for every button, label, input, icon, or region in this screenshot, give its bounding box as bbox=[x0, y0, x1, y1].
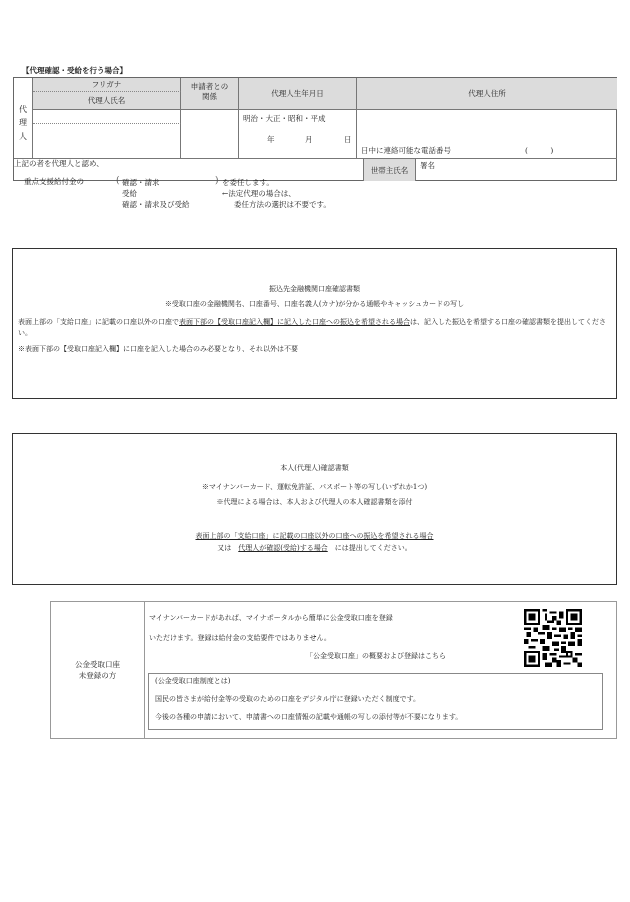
relation-header bbox=[181, 78, 239, 110]
relation-header-line2: 関係 bbox=[202, 92, 217, 101]
bank-docs-title: 振込先金融機関口座確認書類 bbox=[269, 285, 360, 293]
option-confirm-claim[interactable]: 確認・請求 bbox=[122, 178, 160, 187]
birthdate-header: 代理人生年月日 bbox=[239, 78, 357, 110]
delegation-text bbox=[222, 177, 331, 210]
household-head-label: 世帯主氏名 bbox=[363, 159, 416, 181]
para1-underlined: 表面下部の【受取口座記入欄】に記入した口座への振込を希望される場合 bbox=[179, 318, 410, 326]
bank-docs-note2: ※表面下部の【受取口座記入欄】に口座を記入した場合のみ必要となり、それ以外は不要 bbox=[18, 345, 298, 353]
identity-condition1 bbox=[13, 532, 616, 540]
benefit-label: 重点支援給付金の bbox=[24, 177, 84, 186]
birthdate-input[interactable] bbox=[239, 110, 357, 159]
para1-post: は、記入した振込を希望する口座の確認書類を提出してください。 bbox=[18, 318, 606, 337]
options-list bbox=[122, 177, 190, 210]
year-label: 年 bbox=[267, 135, 275, 144]
furigana-input[interactable] bbox=[33, 110, 181, 124]
relation-input[interactable] bbox=[181, 110, 239, 159]
agent-section-title: 【代理確認・受給を行う場合】 bbox=[22, 66, 127, 75]
public-label-line2: 未登録の方 bbox=[78, 671, 117, 680]
public-text2: いただけます。登録は給付金の支給要件ではありません。 bbox=[149, 634, 331, 642]
agent-name-header: 代理人氏名 bbox=[33, 92, 181, 110]
public-account-label bbox=[51, 602, 145, 738]
legal-note-1: ←法定代理の場合は、 bbox=[222, 189, 296, 198]
legal-note-2: 委任方法の選択は不要です。 bbox=[234, 200, 331, 209]
public-account-system-box bbox=[148, 673, 603, 730]
birthdate-eras: 明治・大正・昭和・平成 bbox=[243, 114, 326, 123]
agent-name-input[interactable] bbox=[33, 124, 181, 159]
household-head-signature-input[interactable] bbox=[416, 159, 617, 181]
address-header: 代理人住所 bbox=[357, 78, 617, 110]
consent-line: 上記の者を代理人と認め、 bbox=[14, 159, 104, 168]
identity-docs-title: 本人(代理人)確認書類 bbox=[280, 464, 349, 472]
system-title: (公金受取口座制度とは) bbox=[155, 677, 231, 685]
relation-header-line1: 申請者との bbox=[190, 82, 229, 91]
identity-docs-box bbox=[12, 433, 617, 585]
day-label: 日 bbox=[344, 135, 352, 144]
phone-input[interactable]: ( ) bbox=[525, 146, 554, 155]
side-char: 代 bbox=[19, 104, 27, 114]
bank-account-docs-box bbox=[12, 248, 617, 399]
para1-pre: 表面上部の「支給口座」に記載の口座以外の口座で bbox=[18, 318, 179, 326]
public-text1: マイナンバーカードがあれば、マイナポータルから簡単に公金受取口座を登録 bbox=[149, 614, 393, 622]
system-text2: 今後の各種の申請において、申請書への口座情報の記載や通帳の写しの添付等が不要になります。 bbox=[155, 713, 463, 721]
side-char: 理 bbox=[19, 118, 27, 128]
option-confirm-claim-receive[interactable]: 確認・請求及び受給 bbox=[122, 200, 190, 209]
qr-code-icon[interactable] bbox=[522, 609, 584, 667]
public-account-link[interactable]: 「公金受取口座」の概要および登録はこちら bbox=[306, 652, 446, 660]
address-input[interactable] bbox=[357, 110, 617, 159]
furigana-header: フリガナ bbox=[33, 78, 181, 92]
public-label-line1: 公金受取口座 bbox=[75, 660, 120, 669]
condition2-pre: 又は bbox=[217, 544, 239, 552]
condition1-text: 表面上部の「支給口座」に記載の口座以外の口座への振込を希望される場合 bbox=[195, 532, 434, 540]
month-label: 月 bbox=[305, 135, 313, 144]
condition2-post: には提出してください。 bbox=[327, 544, 412, 552]
identity-docs-note2: ※代理による場合は、本人および代理人の本人確認書類を添付 bbox=[216, 498, 413, 506]
bank-docs-paragraph bbox=[18, 317, 611, 339]
identity-condition2 bbox=[13, 544, 616, 552]
side-char: 人 bbox=[19, 131, 27, 141]
option-receive[interactable]: 受給 bbox=[122, 189, 137, 198]
identity-docs-note1: ※マイナンバーカード、運転免許証、パスポート等の写し(いずれか1つ) bbox=[201, 483, 428, 491]
signature-label: 署名 bbox=[420, 161, 435, 170]
delegate-text: を委任します。 bbox=[222, 178, 274, 187]
bank-docs-note: ※受取口座の金融機関名、口座番号、口座名義人(カナ)が分かる通帳やキャッシュカードの写し bbox=[164, 300, 465, 308]
system-text1: 国民の皆さまが給付金等の受取のための口座をデジタル庁に登録いただく制度です。 bbox=[155, 695, 421, 703]
bracket-right-icon: ) bbox=[215, 176, 219, 186]
phone-label: 日中に連絡可能な電話番号 bbox=[361, 146, 451, 155]
condition2-underlined: 代理人が確認(受給)する場合 bbox=[238, 544, 328, 552]
bracket-left-icon: ( bbox=[116, 176, 120, 186]
agent-side-label bbox=[14, 78, 33, 159]
